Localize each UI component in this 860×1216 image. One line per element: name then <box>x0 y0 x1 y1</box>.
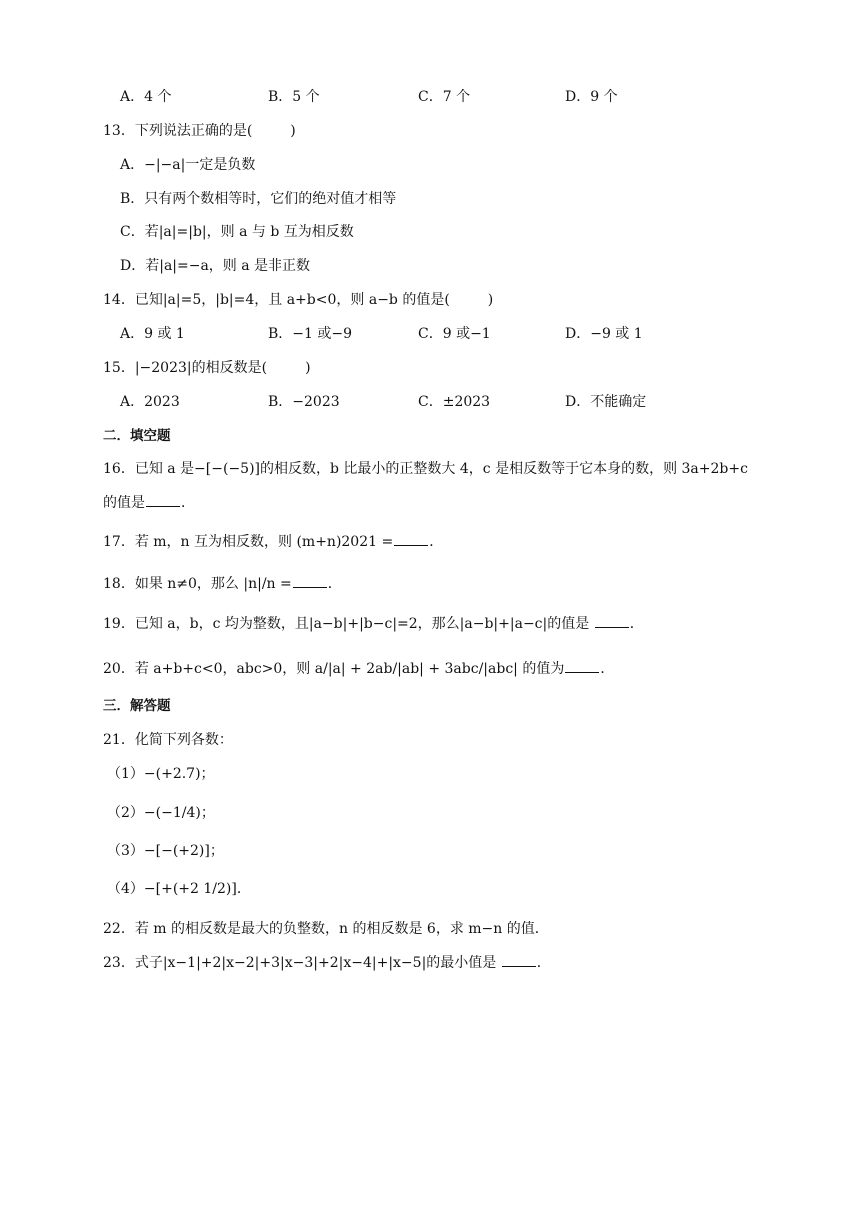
q13-option-d: D．若|a|=−a，则 a 是非正数 <box>120 258 311 274</box>
q16-line2: 的值是 ． <box>103 495 195 511</box>
q21-part1: （1）−(+2.7)； <box>107 766 215 782</box>
q13-stem: 13．下列说法正确的是( ) <box>103 123 296 139</box>
q21-part2: （2）−(−1/4)； <box>107 805 215 821</box>
answer-blank[interactable] <box>293 574 327 588</box>
q15-option-b: B．−2023 <box>268 394 340 410</box>
answer-blank[interactable] <box>565 659 599 673</box>
q16-line2-text: 的值是 <box>103 495 145 511</box>
q13-stem-text: 13．下列说法正确的是( <box>103 123 253 139</box>
q13-option-a: A．−|−a|一定是负数 <box>120 157 256 173</box>
q14-option-d: D．−9 或 1 <box>565 326 643 342</box>
answer-blank[interactable] <box>394 532 428 546</box>
q15-stem-text: 15．|−2023|的相反数是( <box>103 360 268 376</box>
q20: 20．若 a+b+c<0，abc>0，则 a/|a| + 2ab/|ab| + 3abc/|abc| 的值为 ． <box>103 661 615 677</box>
q13-option-c: C．若|a|=|b|，则 a 与 b 互为相反数 <box>120 224 354 240</box>
q19-text: 19．已知 a，b，c 均为整数，且|a−b|+|b−c|=2，那么|a−b|+|a−c|的值是 <box>103 616 590 632</box>
q14-option-b: B．−1 或−9 <box>268 326 353 342</box>
q14-stem: 14．已知|a|=5，|b|=4，且 a+b<0，则 a−b 的值是( ) <box>103 292 494 308</box>
q21-stem: 21．化简下列各数： <box>103 732 233 748</box>
q18: 18．如果 n≠0，那么 |n|/n = ． <box>103 576 342 592</box>
q23-text: 23．式子|x−1|+2|x−2|+3|x−3|+2|x−4|+|x−5|的最小值是 <box>103 955 497 971</box>
q12-option-a: A．4 个 <box>120 89 172 105</box>
answer-blank[interactable] <box>595 614 629 628</box>
section-fill-in-heading: 二．填空题 <box>103 428 171 444</box>
q14-option-c: C．9 或−1 <box>418 326 491 342</box>
q15-option-a: A．2023 <box>120 394 180 410</box>
q15-option-d: D．不能确定 <box>565 394 647 410</box>
q17-text: 17．若 m，n 互为相反数，则 (m+n)2021 = <box>103 534 394 550</box>
q22: 22．若 m 的相反数是最大的负整数，n 的相反数是 6，求 m−n 的值． <box>103 921 549 937</box>
q19: 19．已知 a，b，c 均为整数，且|a−b|+|b−c|=2，那么|a−b|+|a−c|的值是 ． <box>103 616 644 632</box>
q23: 23．式子|x−1|+2|x−2|+3|x−3|+2|x−4|+|x−5|的最小值是 ． <box>103 955 551 971</box>
answer-blank[interactable] <box>146 493 180 507</box>
q14-stem-text: 14．已知|a|=5，|b|=4，且 a+b<0，则 a−b 的值是( <box>103 292 450 308</box>
q14-option-a: A．9 或 1 <box>120 326 185 342</box>
section-answer-heading: 三．解答题 <box>103 698 171 714</box>
q17: 17．若 m，n 互为相反数，则 (m+n)2021 = ． <box>103 534 444 550</box>
q20-text: 20．若 a+b+c<0，abc>0，则 a/|a| + 2ab/|ab| + 3abc/|abc| 的值为 <box>103 661 565 677</box>
q18-text: 18．如果 n≠0，那么 |n|/n = <box>103 576 292 592</box>
q21-part4: （4）−[+(+2 1/2)]． <box>107 881 251 897</box>
q16-line1: 16．已知 a 是−[−(−5)]的相反数，b 比最小的正整数大 4，c 是相反数等于它本身的数，则 3a+2b+c <box>103 461 748 477</box>
answer-blank[interactable] <box>502 953 536 967</box>
q13-option-b: B．只有两个数相等时，它们的绝对值才相等 <box>120 191 397 207</box>
q12-option-d: D．9 个 <box>565 89 618 105</box>
q12-option-c: C．7 个 <box>418 89 471 105</box>
q12-option-b: B．5 个 <box>268 89 320 105</box>
q15-stem: 15．|−2023|的相反数是( ) <box>103 360 311 376</box>
q15-option-c: C．±2023 <box>418 394 491 410</box>
q21-part3: （3）−[−(+2)]； <box>107 843 224 859</box>
